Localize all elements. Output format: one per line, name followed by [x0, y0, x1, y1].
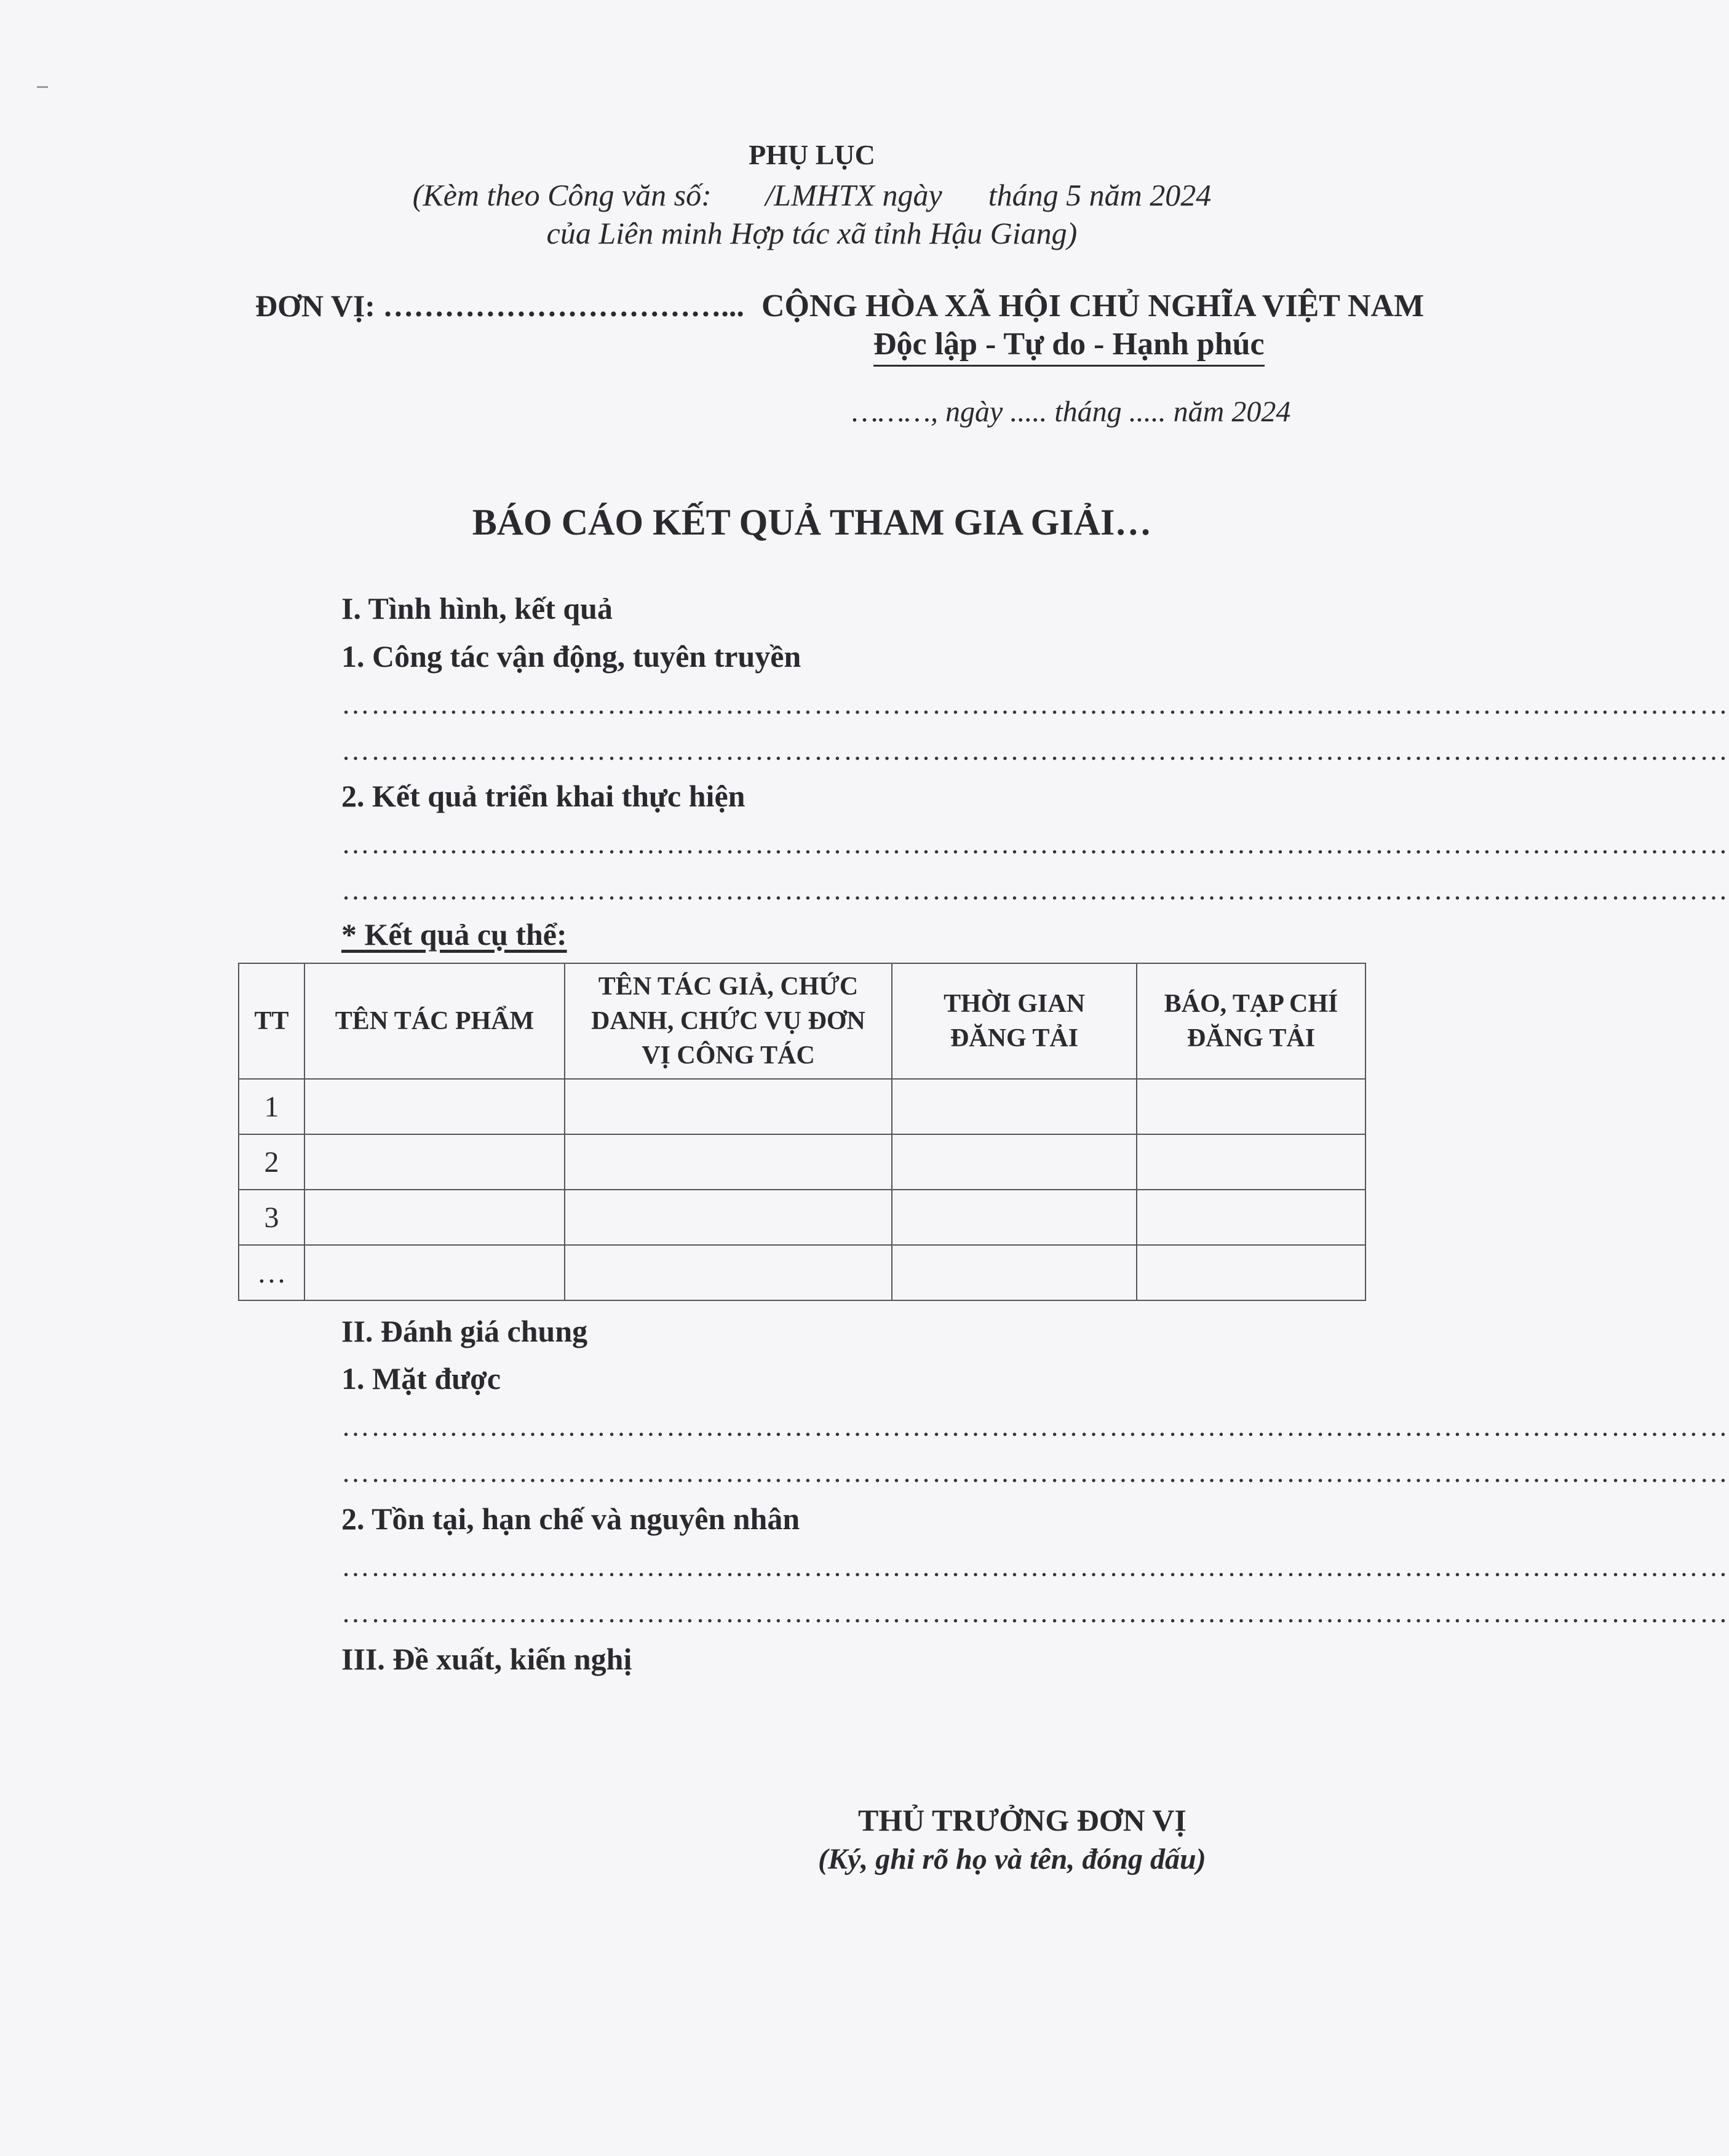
- national-title: CỘNG HÒA XÃ HỘI CHỦ NGHĨA VIỆT NAM: [761, 288, 1425, 324]
- section-1-1-heading: 1. Công tác vận động, tuyên truyền: [341, 639, 801, 674]
- fill-line: ……………………………………………………………………………………………………………………………: [341, 1457, 1729, 1488]
- table-header-row: [239, 963, 1365, 1079]
- row-number: …: [239, 1245, 304, 1300]
- fill-line: ……………………………………………………………………………………………………………………………: [341, 1410, 1729, 1442]
- row-number: 1: [239, 1079, 304, 1134]
- table-cell: [892, 1134, 1137, 1190]
- table-cell: [304, 1245, 565, 1300]
- report-title: BÁO CÁO KẾT QUẢ THAM GIA GIẢI…: [472, 502, 1152, 543]
- table-cell: [565, 1079, 892, 1134]
- fill-line: ……………………………………………………………………………………………………………………………: [341, 874, 1729, 905]
- fill-line: ……………………………………………………………………………………………………………………………: [341, 828, 1729, 859]
- table-cell: [304, 1190, 565, 1245]
- signature-note: (Ký, ghi rõ họ và tên, đóng dấu): [818, 1843, 1206, 1876]
- table-row: [239, 1190, 1365, 1245]
- table-cell: [304, 1079, 565, 1134]
- section-3-heading: III. Đề xuất, kiến nghị: [341, 1642, 632, 1676]
- table-row: [239, 1245, 1365, 1300]
- national-motto: Độc lập - Tự do - Hạnh phúc: [873, 326, 1265, 367]
- results-label: * Kết quả cụ thể:: [341, 917, 567, 952]
- appendix-title: PHỤ LỤC: [749, 139, 875, 170]
- unit-field: ĐƠN VỊ: ……………………………...: [255, 288, 744, 323]
- table-cell: [565, 1190, 892, 1245]
- table-cell: [304, 1134, 565, 1190]
- table-cell: [892, 1079, 1137, 1134]
- section-2-2-heading: 2. Tồn tại, hạn chế và nguyên nhân: [341, 1502, 800, 1536]
- header-cell-author: TÊN TÁC GIẢ, CHỨC DANH, CHỨC VỤ ĐƠN VỊ CÔNG TÁC: [565, 963, 892, 1079]
- table-row: [239, 1079, 1365, 1134]
- table-cell: [892, 1245, 1137, 1300]
- signature-title: THỦ TRƯỞNG ĐƠN VỊ: [858, 1803, 1186, 1837]
- section-1-heading: I. Tình hình, kết quả: [341, 591, 613, 626]
- fill-line: ……………………………………………………………………………………………………………………………: [341, 1551, 1729, 1582]
- appendix-reference-line-1: (Kèm theo Công văn số: /LMHTX ngày tháng 5 năm 2024: [412, 178, 1212, 212]
- row-number: 2: [239, 1134, 304, 1190]
- fill-line: ……………………………………………………………………………………………………………………………: [341, 1597, 1729, 1628]
- results-table: [238, 963, 1366, 1301]
- header-cell-publish-time: THỜI GIAN ĐĂNG TẢI: [892, 963, 1137, 1079]
- fill-line: ……………………………………………………………………………………………………………………………: [341, 734, 1729, 766]
- row-number: 3: [239, 1190, 304, 1245]
- table-cell: [1137, 1079, 1365, 1134]
- table-row: [239, 1134, 1365, 1190]
- header-cell-number: TT: [239, 963, 304, 1079]
- header-cell-work-title: TÊN TÁC PHẨM: [304, 963, 565, 1079]
- table-cell: [565, 1134, 892, 1190]
- place-date-line: ………, ngày ..... tháng ..... năm 2024: [852, 396, 1291, 428]
- table-cell: [565, 1245, 892, 1300]
- section-1-2-heading: 2. Kết quả triển khai thực hiện: [341, 779, 745, 813]
- section-2-1-heading: 1. Mặt được: [341, 1361, 501, 1396]
- table-cell: [1137, 1134, 1365, 1190]
- header-cell-publication: BÁO, TẠP CHÍ ĐĂNG TẢI: [1137, 963, 1365, 1079]
- appendix-reference-line-2: của Liên minh Hợp tác xã tỉnh Hậu Giang): [546, 216, 1078, 250]
- table-cell: [1137, 1245, 1365, 1300]
- table-cell: [892, 1190, 1137, 1245]
- fill-line: ……………………………………………………………………………………………………………………………: [341, 688, 1729, 720]
- section-2-heading: II. Đánh giá chung: [341, 1314, 588, 1348]
- table-cell: [1137, 1190, 1365, 1245]
- scan-mark: [37, 86, 48, 88]
